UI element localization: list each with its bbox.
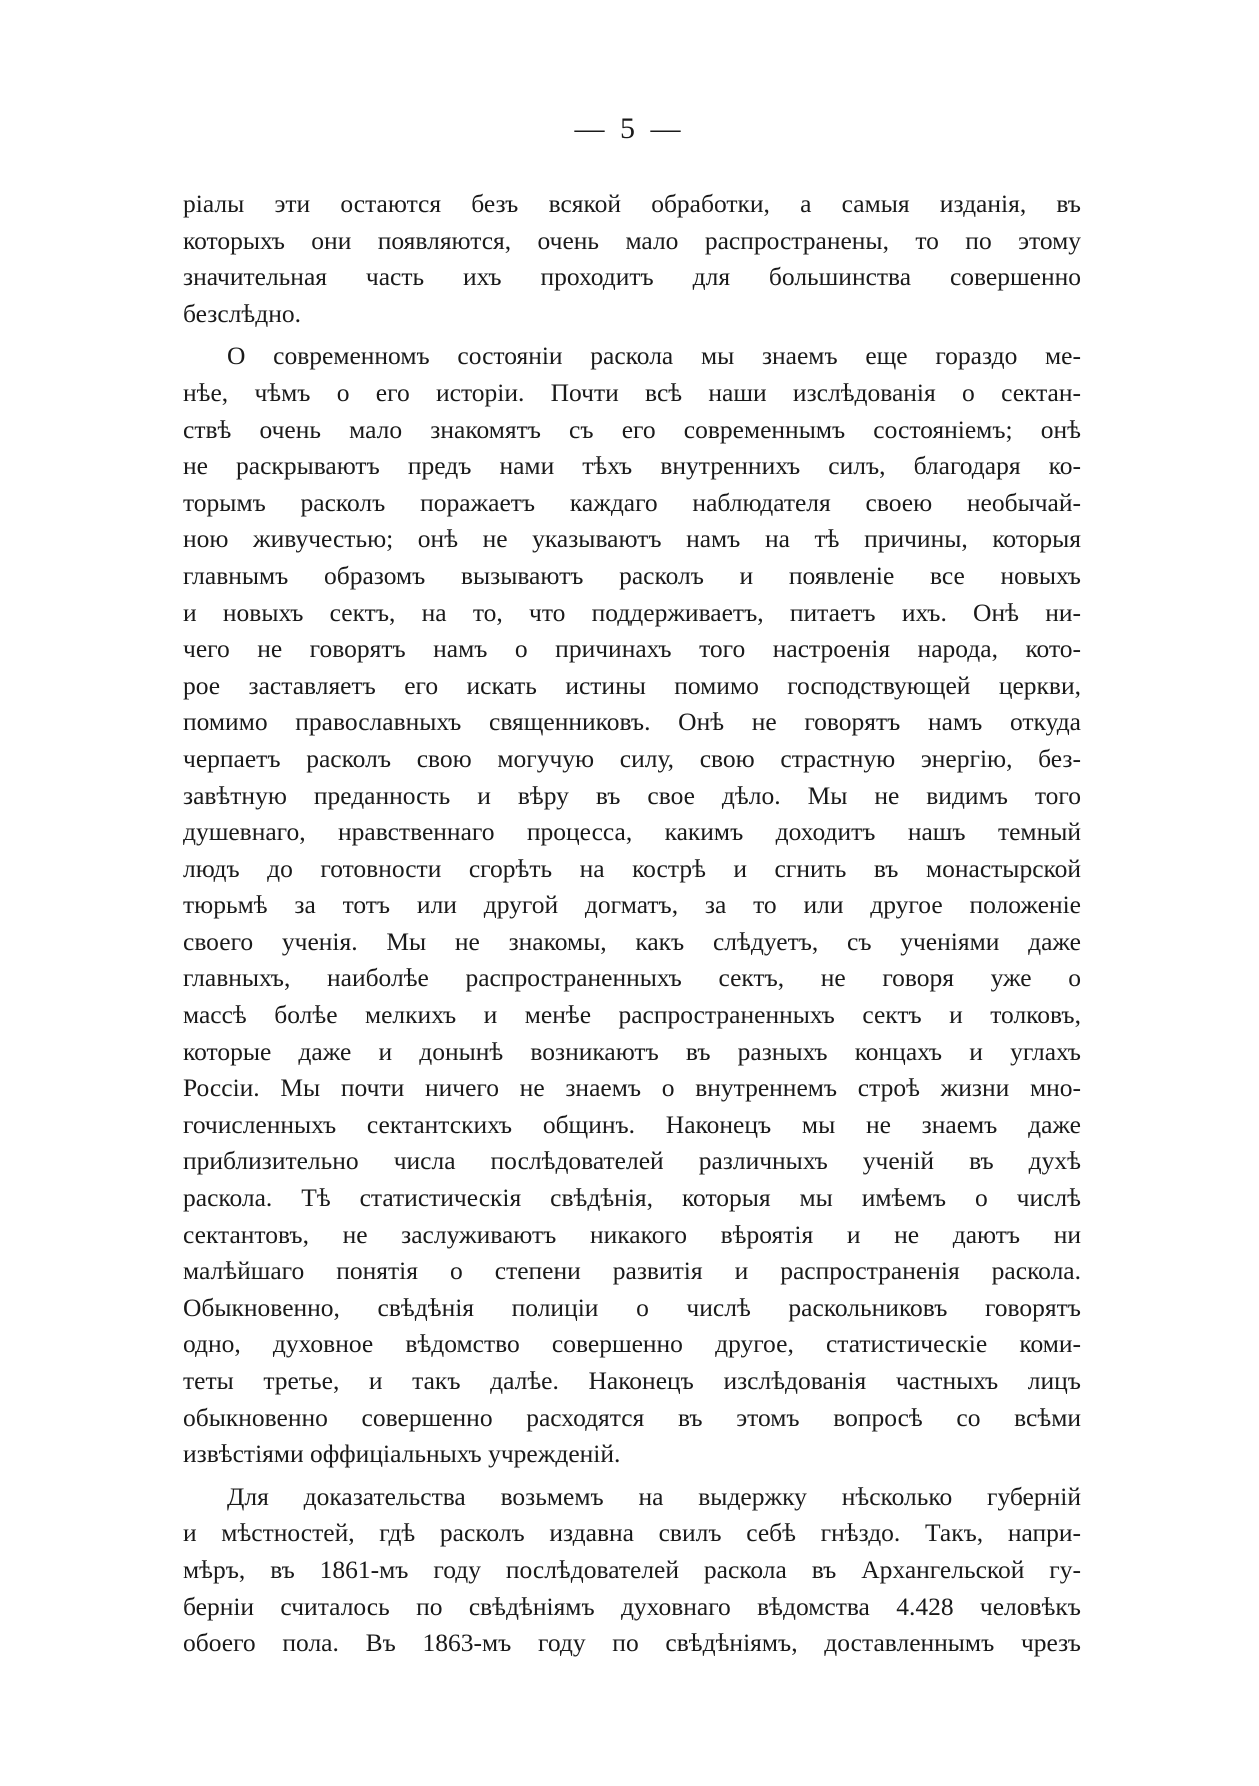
text-line: одно, духовное вѣдомство совершенно другое, статистическіе коми- — [183, 1329, 1081, 1359]
text-line: которыхъ они появляются, очень мало распространены, то по этому — [183, 225, 1081, 255]
text-line: своего ученія. Мы не знакомы, какъ слѣдуетъ, съ ученіями даже — [183, 926, 1081, 956]
text-line: и мѣстностей, гдѣ расколъ издавна свилъ себѣ гнѣздо. Такъ, напри- — [183, 1518, 1081, 1548]
text-line: торымъ расколъ поражаетъ каждаго наблюдателя своею необычай- — [183, 487, 1081, 517]
text-line: мѣръ, въ 1861-мъ году послѣдователей раскола въ Архангельской гу- — [183, 1554, 1081, 1584]
text-line: завѣтную преданность и вѣру въ свое дѣло. Мы не видимъ того — [183, 780, 1081, 810]
text-line: чего не говорятъ намъ о причинахъ того настроенія народа, кото- — [183, 634, 1081, 664]
body-text — [183, 186, 1081, 1662]
text-line: рое заставляетъ его искать истины помимо господствующей церкви, — [183, 670, 1081, 700]
text-line: раскола. Тѣ статистическія свѣдѣнія, которыя мы имѣемъ о числѣ — [183, 1183, 1081, 1213]
text-line: приблизительно числа послѣдователей различныхъ ученій въ духѣ — [183, 1146, 1081, 1176]
paragraph-3 — [183, 1479, 1081, 1662]
text-line: помимо православныхъ священниковъ. Онѣ не говорятъ намъ откуда — [183, 707, 1081, 737]
text-line: берніи считалось по свѣдѣніямъ духовнаго вѣдомства 4.428 человѣкъ — [183, 1591, 1081, 1621]
text-line: черпаетъ расколъ свою могучую силу, свою страстную энергію, без- — [183, 743, 1081, 773]
text-line: которые даже и донынѣ возникаютъ въ разныхъ концахъ и углахъ — [183, 1036, 1081, 1066]
text-line: душевнаго, нравственнаго процесса, какимъ доходитъ нашъ темный — [183, 817, 1081, 847]
paragraph-2 — [183, 338, 1081, 1472]
text-line: людъ до готовности сгорѣть на кострѣ и сгнить въ монастырской — [183, 853, 1081, 883]
text-line: обоего пола. Въ 1863-мъ году по свѣдѣніямъ, доставленнымъ чрезъ — [183, 1628, 1081, 1658]
text-line: Россіи. Мы почти ничего не знаемъ о внутреннемъ строѣ жизни мно- — [183, 1073, 1081, 1103]
text-line: тюрьмѣ за тотъ или другой догматъ, за то или другое положеніе — [183, 890, 1081, 920]
page-number: — 5 — — [574, 112, 685, 145]
text-line: и новыхъ сектъ, на то, что поддерживаетъ, питаетъ ихъ. Онѣ ни- — [183, 597, 1081, 627]
text-line: гочисленныхъ сектантскихъ общинъ. Наконецъ мы не знаемъ даже — [183, 1109, 1081, 1139]
text-line: массѣ болѣе мелкихъ и менѣе распространенныхъ сектъ и толковъ, — [183, 1000, 1081, 1030]
text-line: Для доказательства возьмемъ на выдержку нѣсколько губерній — [227, 1481, 1081, 1511]
text-line: значительная часть ихъ проходитъ для большинства совершенно — [183, 262, 1081, 292]
text-line: главнымъ образомъ вызываютъ расколъ и появленіе все новыхъ — [183, 560, 1081, 590]
text-line: не раскрываютъ предъ нами тѣхъ внутреннихъ силъ, благодаря ко- — [183, 451, 1081, 481]
text-line: ною живучестью; онѣ не указываютъ намъ на тѣ причины, которыя — [183, 524, 1081, 554]
text-line: Обыкновенно, свѣдѣнія полиціи о числѣ раскольниковъ говорятъ — [183, 1292, 1081, 1322]
text-line: малѣйшаго понятія о степени развитія и распространенія раскола. — [183, 1256, 1081, 1286]
text-line: ствѣ очень мало знакомятъ съ его современнымъ состояніемъ; онѣ — [183, 414, 1081, 444]
text-line: О современномъ состояніи раскола мы знаемъ еще гораздо ме- — [227, 341, 1081, 371]
text-line: ріалы эти остаются безъ всякой обработки, а самыя изданія, въ — [183, 189, 1081, 218]
text-line: главныхъ, наиболѣе распространенныхъ сектъ, не говоря уже о — [183, 963, 1081, 993]
text-line: теты третье, и такъ далѣе. Наконецъ изслѣдованія частныхъ лицъ — [183, 1366, 1081, 1395]
text-line: нѣе, чѣмъ о его исторіи. Почти всѣ наши изслѣдованія о сектан- — [183, 377, 1081, 407]
text-line: извѣстіями оффиціальныхъ учрежденій. — [183, 1439, 621, 1469]
text-line: сектантовъ, не заслуживаютъ никакого вѣроятія и не даютъ ни — [183, 1219, 1081, 1249]
paragraph-1 — [183, 186, 1081, 332]
text-line: обыкновенно совершенно расходятся въ этомъ вопросѣ со всѣми — [183, 1402, 1081, 1432]
text-line: безслѣдно. — [183, 298, 301, 328]
